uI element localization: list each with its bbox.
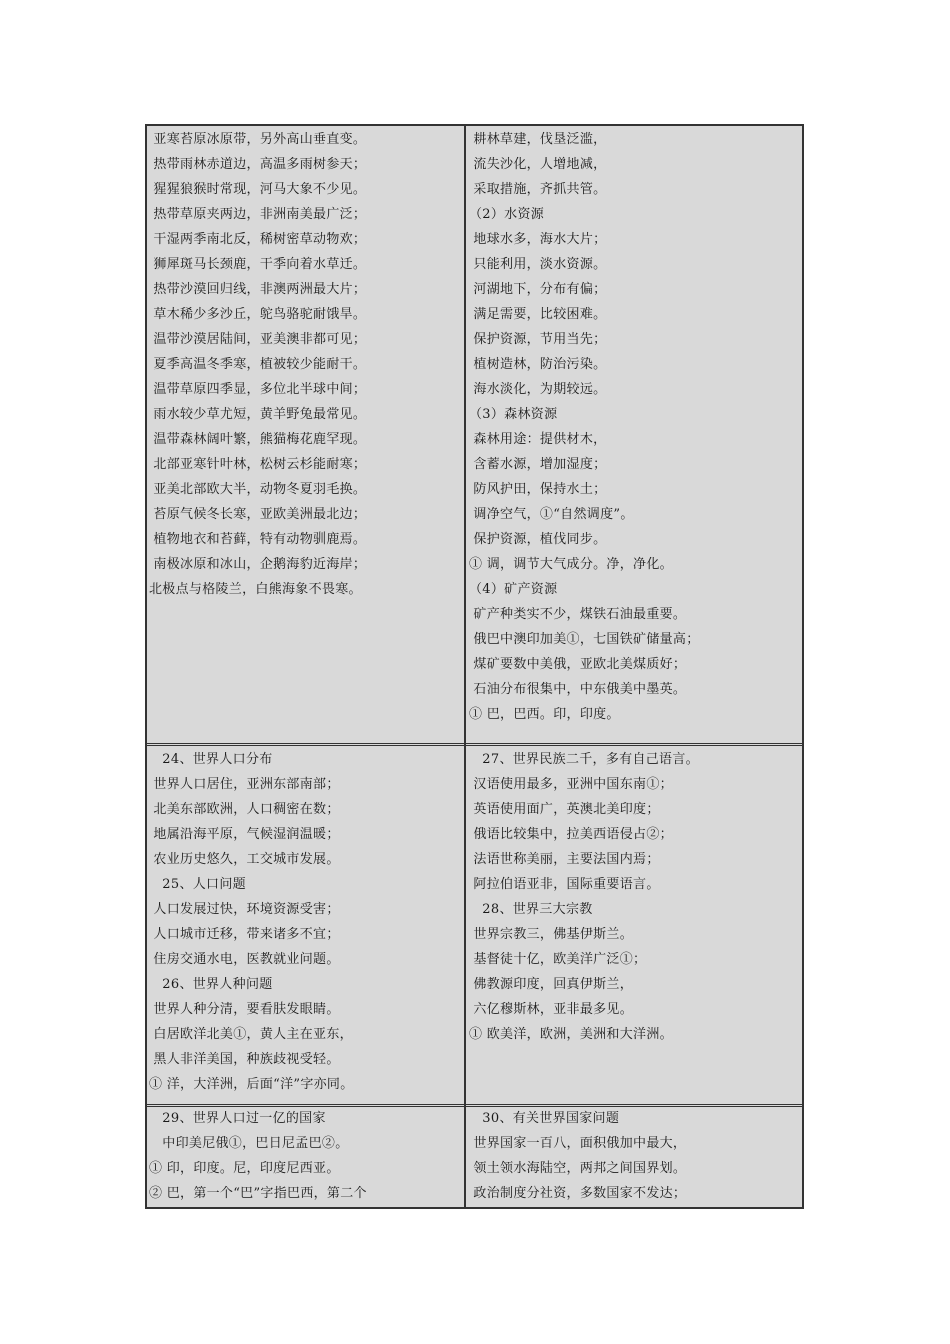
text-line: 基督徒十亿，欧美洋广泛①；: [469, 952, 647, 967]
row-divider: [147, 743, 802, 746]
text-line: 地球水多，海水大片；: [469, 232, 607, 247]
text-line: ① 巴，巴西。印，印度。: [469, 707, 620, 722]
text-line: 白居欧洋北美①，黄人主在亚东，: [149, 1027, 353, 1042]
text-line: 保护资源，节用当先；: [469, 332, 607, 347]
text-line: 草木稀少多沙丘，鸵鸟骆驼耐饿旱。: [149, 307, 367, 322]
text-line: 植树造林，防治污染。: [469, 357, 607, 372]
text-line: 煤矿要数中美俄，亚欧北美煤质好；: [469, 657, 687, 672]
text-line: 亚寒苔原冰原带，另外高山垂直变。: [149, 132, 367, 147]
text-line: 植物地衣和苔藓，特有动物驯鹿焉。: [149, 532, 367, 547]
text-line: 俄语比较集中，拉美西语侵占②；: [469, 827, 673, 842]
text-line: 矿产种类实不少，煤铁石油最重要。: [469, 607, 687, 622]
row-divider: [147, 1104, 802, 1107]
text-line: 只能利用，淡水资源。: [469, 257, 607, 272]
text-line: 世界宗教三，佛基伊斯兰。: [469, 927, 634, 942]
text-line: （3）森林资源: [469, 407, 558, 422]
text-line: 热带雨林赤道边，高温多雨树参天；: [149, 157, 367, 172]
text-line: 石油分布很集中，中东俄美中墨英。: [469, 682, 687, 697]
text-line: 热带沙漠回归线，非澳两洲最大片；: [149, 282, 367, 297]
text-line: 人口发展过快，环境资源受害；: [149, 902, 340, 917]
text-line: 佛教源印度，回真伊斯兰，: [469, 977, 634, 992]
text-line: 24、世界人口分布: [149, 752, 273, 767]
cell-row1-left: [147, 126, 463, 742]
text-line: 防风护田，保持水土；: [469, 482, 607, 497]
text-line: 苔原气候冬长寒，亚欧美洲最北边；: [149, 507, 367, 522]
text-line: 政治制度分社资，多数国家不发达；: [469, 1186, 687, 1201]
text-line: 南极冰原和冰山，企鹅海豹近海岸；: [149, 557, 367, 572]
text-line: 法语世称美丽，主要法国内焉；: [469, 852, 660, 867]
text-line: 北美东部欧洲，人口稠密在数；: [149, 802, 340, 817]
text-line: 猩猩狼猴时常现，河马大象不少见。: [149, 182, 367, 197]
text-line: ① 印，印度。尼，印度尼西亚。: [149, 1161, 340, 1176]
text-line: 森林用途：提供材木，: [469, 432, 607, 447]
text-line: ① 调，调节大气成分。净，净化。: [469, 557, 673, 572]
text-line: （4）矿产资源: [469, 582, 558, 597]
text-line: 满足需要，比较困难。: [469, 307, 607, 322]
text-line: （2）水资源: [469, 207, 545, 222]
text-line: 汉语使用最多，亚洲中国东南①；: [469, 777, 673, 792]
text-line: 黑人非洋美国，种族歧视受轻。: [149, 1052, 340, 1067]
text-line: 河湖地下，分布有偏；: [469, 282, 607, 297]
text-line: 温带草原四季显，多位北半球中间；: [149, 382, 367, 397]
text-line: 北部亚寒针叶林，松树云杉能耐寒；: [149, 457, 367, 472]
text-line: 狮犀斑马长颈鹿，干季向着水草迁。: [149, 257, 367, 272]
text-line: 29、世界人口过一亿的国家: [149, 1111, 326, 1126]
text-line: 30、有关世界国家问题: [469, 1111, 620, 1126]
text-line: ① 欧美洋，欧洲，美洲和大洋洲。: [469, 1027, 673, 1042]
text-line: 28、世界三大宗教: [469, 902, 593, 917]
text-line: 27、世界民族二千，多有自己语言。: [469, 752, 699, 767]
text-line: 北极点与格陵兰，白熊海象不畏寒。: [149, 582, 362, 597]
cell-row1-right: [467, 126, 804, 742]
text-line: 农业历史悠久，工交城市发展。: [149, 852, 340, 867]
column-divider: [464, 126, 466, 1207]
text-line: 住房交通水电，医教就业问题。: [149, 952, 340, 967]
content-table: [145, 124, 804, 1209]
text-line: 人口城市迁移，带来诸多不宜；: [149, 927, 340, 942]
text-line: 中印美尼俄①，巴日尼孟巴②。: [149, 1136, 349, 1151]
text-line: ① 洋，大洋洲，后面“洋”字亦同。: [149, 1077, 354, 1092]
text-line: ② 巴，第一个“巴”字指巴西，第二个: [149, 1186, 367, 1201]
text-line: 亚美北部欧大半，动物冬夏羽毛换。: [149, 482, 367, 497]
text-line: 阿拉伯语亚非，国际重要语言。: [469, 877, 660, 892]
text-line: 海水淡化，为期较远。: [469, 382, 607, 397]
text-line: 26、世界人种问题: [149, 977, 273, 992]
text-line: 流失沙化，人增地减，: [469, 157, 607, 172]
text-line: 世界人口居住，亚洲东部南部；: [149, 777, 340, 792]
text-line: 干湿两季南北反，稀树密草动物欢；: [149, 232, 367, 247]
text-line: 温带沙漠居陆间，亚美澳非都可见；: [149, 332, 367, 347]
text-line: 世界人种分清，要看肤发眼睛。: [149, 1002, 340, 1017]
text-line: 耕林草建，伐垦泛滥，: [469, 132, 607, 147]
text-line: 领土领水海陆空，两邦之间国界划。: [469, 1161, 687, 1176]
text-line: 夏季高温冬季寒，植被较少能耐干。: [149, 357, 367, 372]
text-line: 雨水较少草尤短，黄羊野兔最常见。: [149, 407, 367, 422]
text-line: 俄巴中澳印加美①，七国铁矿储量高；: [469, 632, 700, 647]
text-line: 六亿穆斯林，亚非最多见。: [469, 1002, 634, 1017]
text-line: 英语使用面广，英澳北美印度；: [469, 802, 660, 817]
text-line: 世界国家一百八，面积俄加中最大，: [469, 1136, 687, 1151]
text-line: 地属沿海平原，气候湿润温暖；: [149, 827, 340, 842]
text-line: 采取措施，齐抓共管。: [469, 182, 607, 197]
cell-row3-right: [467, 1108, 804, 1208]
text-line: 含蓄水源，增加湿度；: [469, 457, 607, 472]
cell-row3-left: [147, 1108, 463, 1208]
text-line: 温带森林阔叶繁，熊猫梅花鹿罕现。: [149, 432, 367, 447]
text-line: 25、人口问题: [149, 877, 246, 892]
text-line: 保护资源，植伐同步。: [469, 532, 607, 547]
cell-row2-left: [147, 747, 463, 1103]
cell-row2-right: [467, 747, 804, 1103]
text-line: 热带草原夹两边，非洲南美最广泛；: [149, 207, 367, 222]
text-line: 调净空气，①“自然调度”。: [469, 507, 634, 522]
